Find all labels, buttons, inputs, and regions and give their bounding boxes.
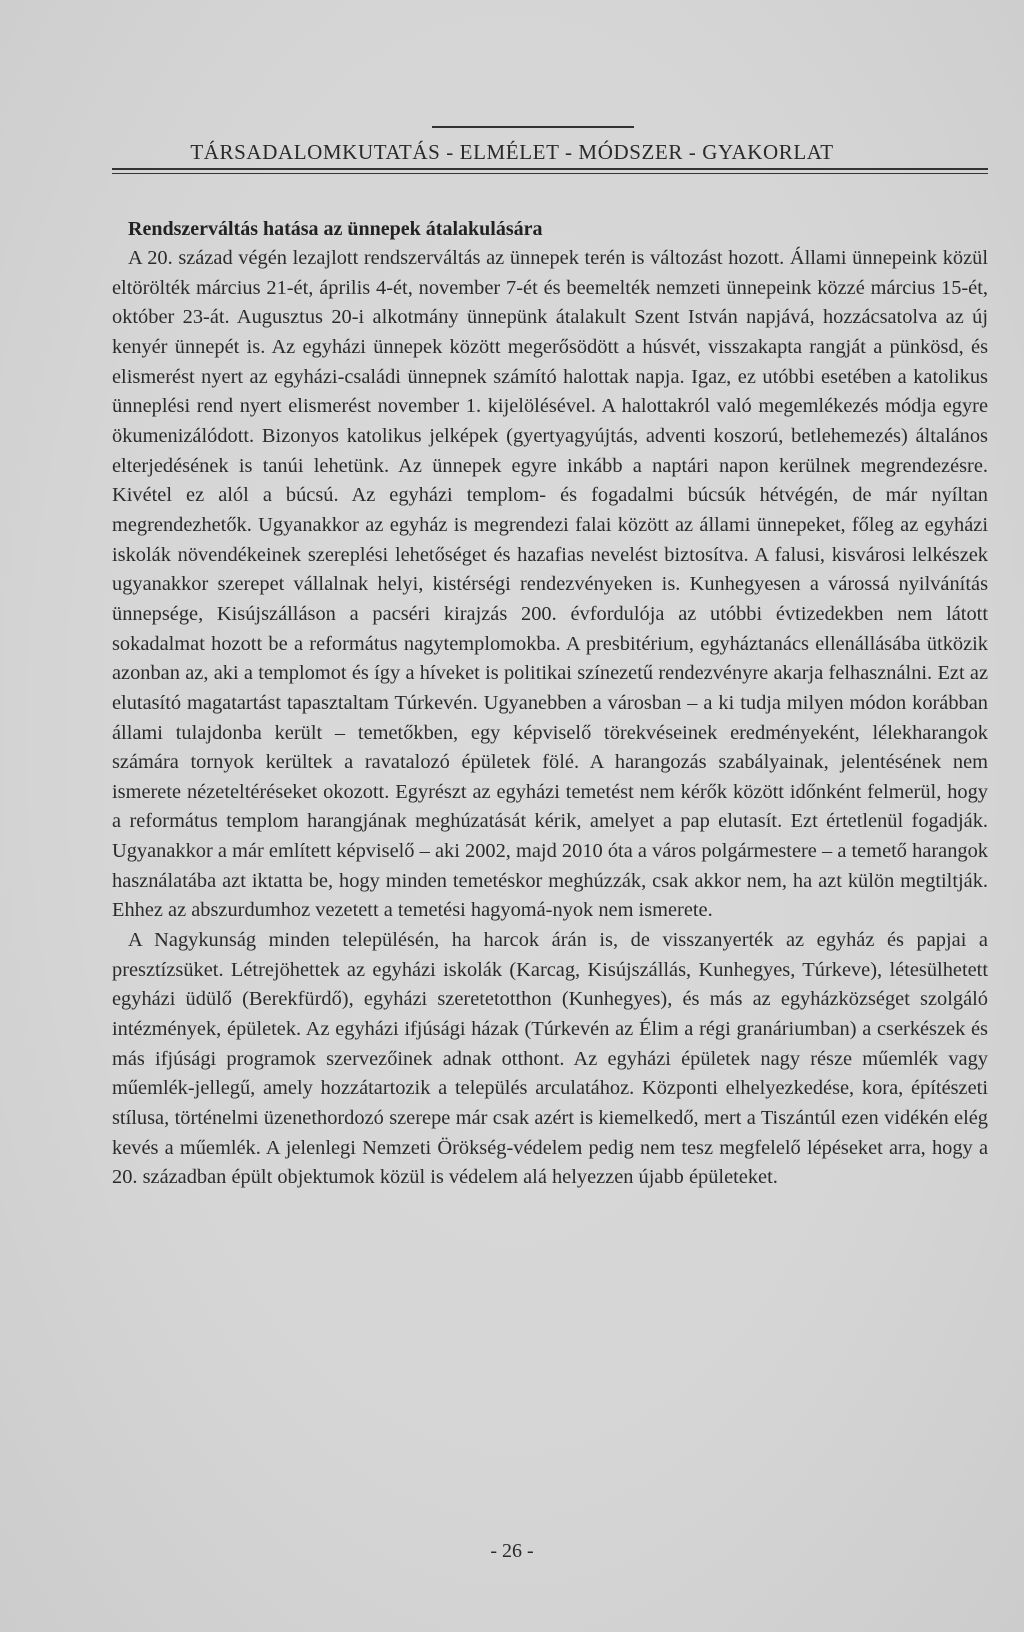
body-text [112, 244, 988, 1193]
paragraph-1: A 20. század végén lezajlott rendszerváltás az ünnepek terén is változást hozott. Állami ünnepeink közül eltörölték március 21-ét, április 4-ét, november 7-ét és beemelték nemzeti ünnepeink közzé március 15-ét, október 23-át. Augusztus 20-i alkotmány ünnepünk átalakult Szent István napjává, hozzácsatolva az új kenyér ünnepét is. Az egyházi ünnepek között megerősödött a húsvét, visszakapta rangját a pünkösd, és elismerést nyert az egyházi-családi ünnepnek számító halottak napja. Igaz, ez utóbbi esetében a katolikus ünneplési rend nyert elismerést november 1. kijelölésével. A halottakról való megemlékezés módja egyre ökumenizálódott. Bizonyos katolikus jelképek (gyertyagyújtás, adventi koszorú, betlehemezés) általános elterjedésének is tanúi lehetünk. Az ünnepek egyre inkább a naptári napon kerülnek megrendezésre. Kivétel ez alól a búcsú. Az egyházi templom- és fogadalmi búcsúk hétvégén, de már nyíltan megrendezhetők. Ugyanakkor az egyház is megrendezi falai között az állami ünnepeket, főleg az egyházi iskolák növendékeinek szereplési lehetőséget és hazafias nevelést biztosítva. A falusi, kisvárosi lelkészek ugyanakkor szerepet vállalnak helyi, kistérségi rendezvényeken is. Kunhegyesen a várossá nyilvánítás ünnepsége, Kisújszálláson a pacséri kirajzás 200. évfordulója az utóbbi évtizedekben nem látott sokadalmat hozott be a református nagytemplomokba. A presbitérium, egyháztanács ellenállásába ütközik azonban az, aki a templomot és így a híveket is politikai színezetű rendezvényre akarja felhasználni. Ezt az elutasító magatartást tapasztaltam Túrkevén. Ugyanebben a városban – a ki tudja milyen módon korábban állami tulajdonba került – temetőkben, egy képviselő törekvéseinek eredményeként, lélekharangok számára tornyok kerültek a ravatalozó épületek fölé. A harangozás szabályainak, jelentésének nem ismerete nézeteltéréseket okozott. Egyrészt az egyházi temetést nem kérők között időnként felmerül, hogy a református templom harangjának meghúzatását kérik, amelyet a pap elutasít. Ezt értetlenül fogadják. Ugyanakkor a már említett képviselő – aki 2002, majd 2010 óta a város polgármestere – a temető harangok használatába azt iktatta be, hogy minden temetéskor meghúzzák, csak akkor nem, ha azt külön megtiltják. Ehhez az abszurdumhoz vezetett a temetési hagyomá-nyok nem ismerete. [112, 247, 988, 922]
page-number: - 26 - [490, 1540, 534, 1562]
running-header: TÁRSADALOMKUTATÁS - ELMÉLET - MÓDSZER - GYAKORLAT [190, 140, 834, 164]
paragraph-2: A Nagykunság minden településén, ha harcok árán is, de visszanyerték az egyház és papjai a presztízsüket. Létrejöhettek az egyházi iskolák (Karcag, Kisújszállás, Kunhegyes, Túrkeve), létesülhetett egyházi üdülő (Berekfürdő), egyházi szeretetotthon (Kunhegyes), és más az egyházközséget szolgáló intézmények, épületek. Az egyházi ifjúsági házak (Túrkevén az Élim a régi granáriumban) a cserkészek és más ifjúsági programok szervezőinek adnak otthont. Az egyházi épületek nagy része műemlék vagy műemlék-jellegű, amely hozzátartozik a település arculatához. Központi elhelyezkedése, kora, építészeti stílusa, történelmi üzenethordozó szerepe már csak azért is kiemelkedő, mert a Tiszántúl ezen vidékén elég kevés a műemlék. A jelenlegi Nemzeti Örökség-védelem pedig nem tesz megfelelő lépéseket arra, hogy a 20. században épült objektumok közül is védelem alá helyezzen újabb épületeket. [112, 929, 988, 1189]
section-title: Rendszerváltás hatása az ünnepek átalakulására [128, 218, 543, 240]
header-top-rule [432, 126, 634, 128]
header-double-rule [112, 168, 988, 174]
